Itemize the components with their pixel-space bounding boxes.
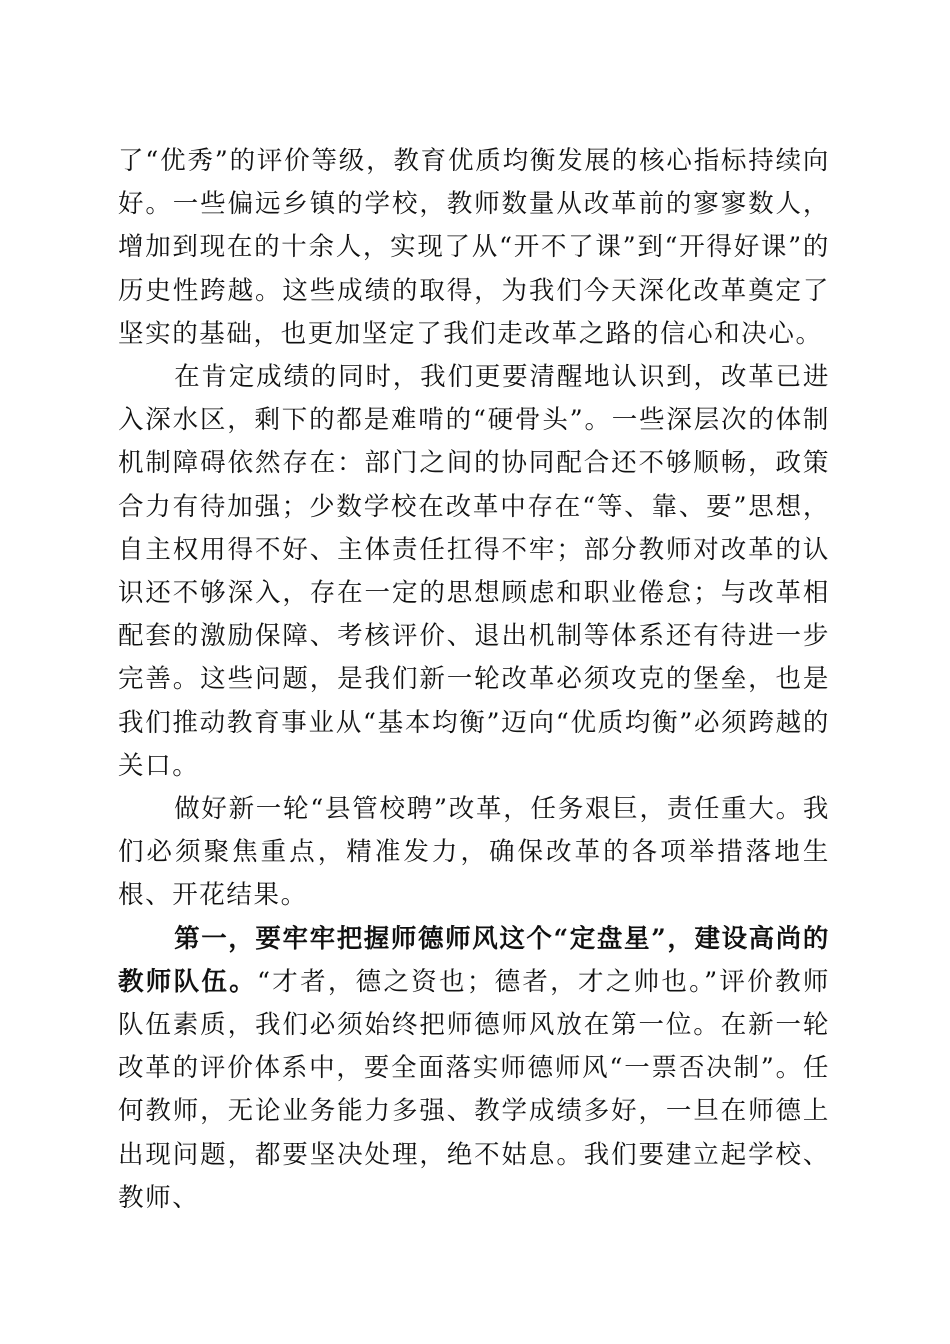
paragraph-4-lead-heading: 第一，要牢牢把握师德师风这个“定盘星”，建设高尚的教师队伍。 [118, 923, 830, 997]
paragraph-4-text: “才者，德之资也；德者，才之帅也。”评价教师队伍素质，我们必须始终把师德师风放在第一位。在新一轮改革的评价体系中，要全面落实师德师风“一票否决制”。任何教师，无论业务能力多强、教学成绩多好，一旦在师德上出现问题，都要坚决处理，绝不姑息。我们要建立起学校、教师、 [118, 966, 830, 1213]
paragraph-4 [118, 918, 830, 1220]
paragraph-3 [118, 788, 830, 918]
paragraph-2-text: 在肯定成绩的同时，我们更要清醒地认识到，改革已进入深水区，剩下的都是难啃的“硬骨头”。一些深层次的体制机制障碍依然存在：部门之间的协同配合还不够顺畅，政策合力有待加强；少数学校在改革中存在“等、靠、要”思想，自主权用得不好、主体责任扛得不牢；部分教师对改革的认识还不够深入，存在一定的思想顾虑和职业倦怠；与改革相配套的激励保障、考核评价、退出机制等体系还有待进一步完善。这些问题，是我们新一轮改革必须攻克的堡垒，也是我们推动教育事业从“基本均衡”迈向“优质均衡”必须跨越的关口。 [118, 362, 830, 781]
paragraph-1 [118, 140, 830, 356]
document-body [118, 140, 830, 1220]
paragraph-3-text: 做好新一轮“县管校聘”改革，任务艰巨，责任重大。我们必须聚焦重点，精准发力，确保改革的各项举措落地生根、开花结果。 [118, 794, 830, 911]
paragraph-2 [118, 356, 830, 788]
paragraph-1-text: 了“优秀”的评价等级，教育优质均衡发展的核心指标持续向好。一些偏远乡镇的学校，教师数量从改革前的寥寥数人，增加到现在的十余人，实现了从“开不了课”到“开得好课”的历史性跨越。这些成绩的取得，为我们今天深化改革奠定了坚实的基础，也更加坚定了我们走改革之路的信心和决心。 [118, 146, 830, 349]
